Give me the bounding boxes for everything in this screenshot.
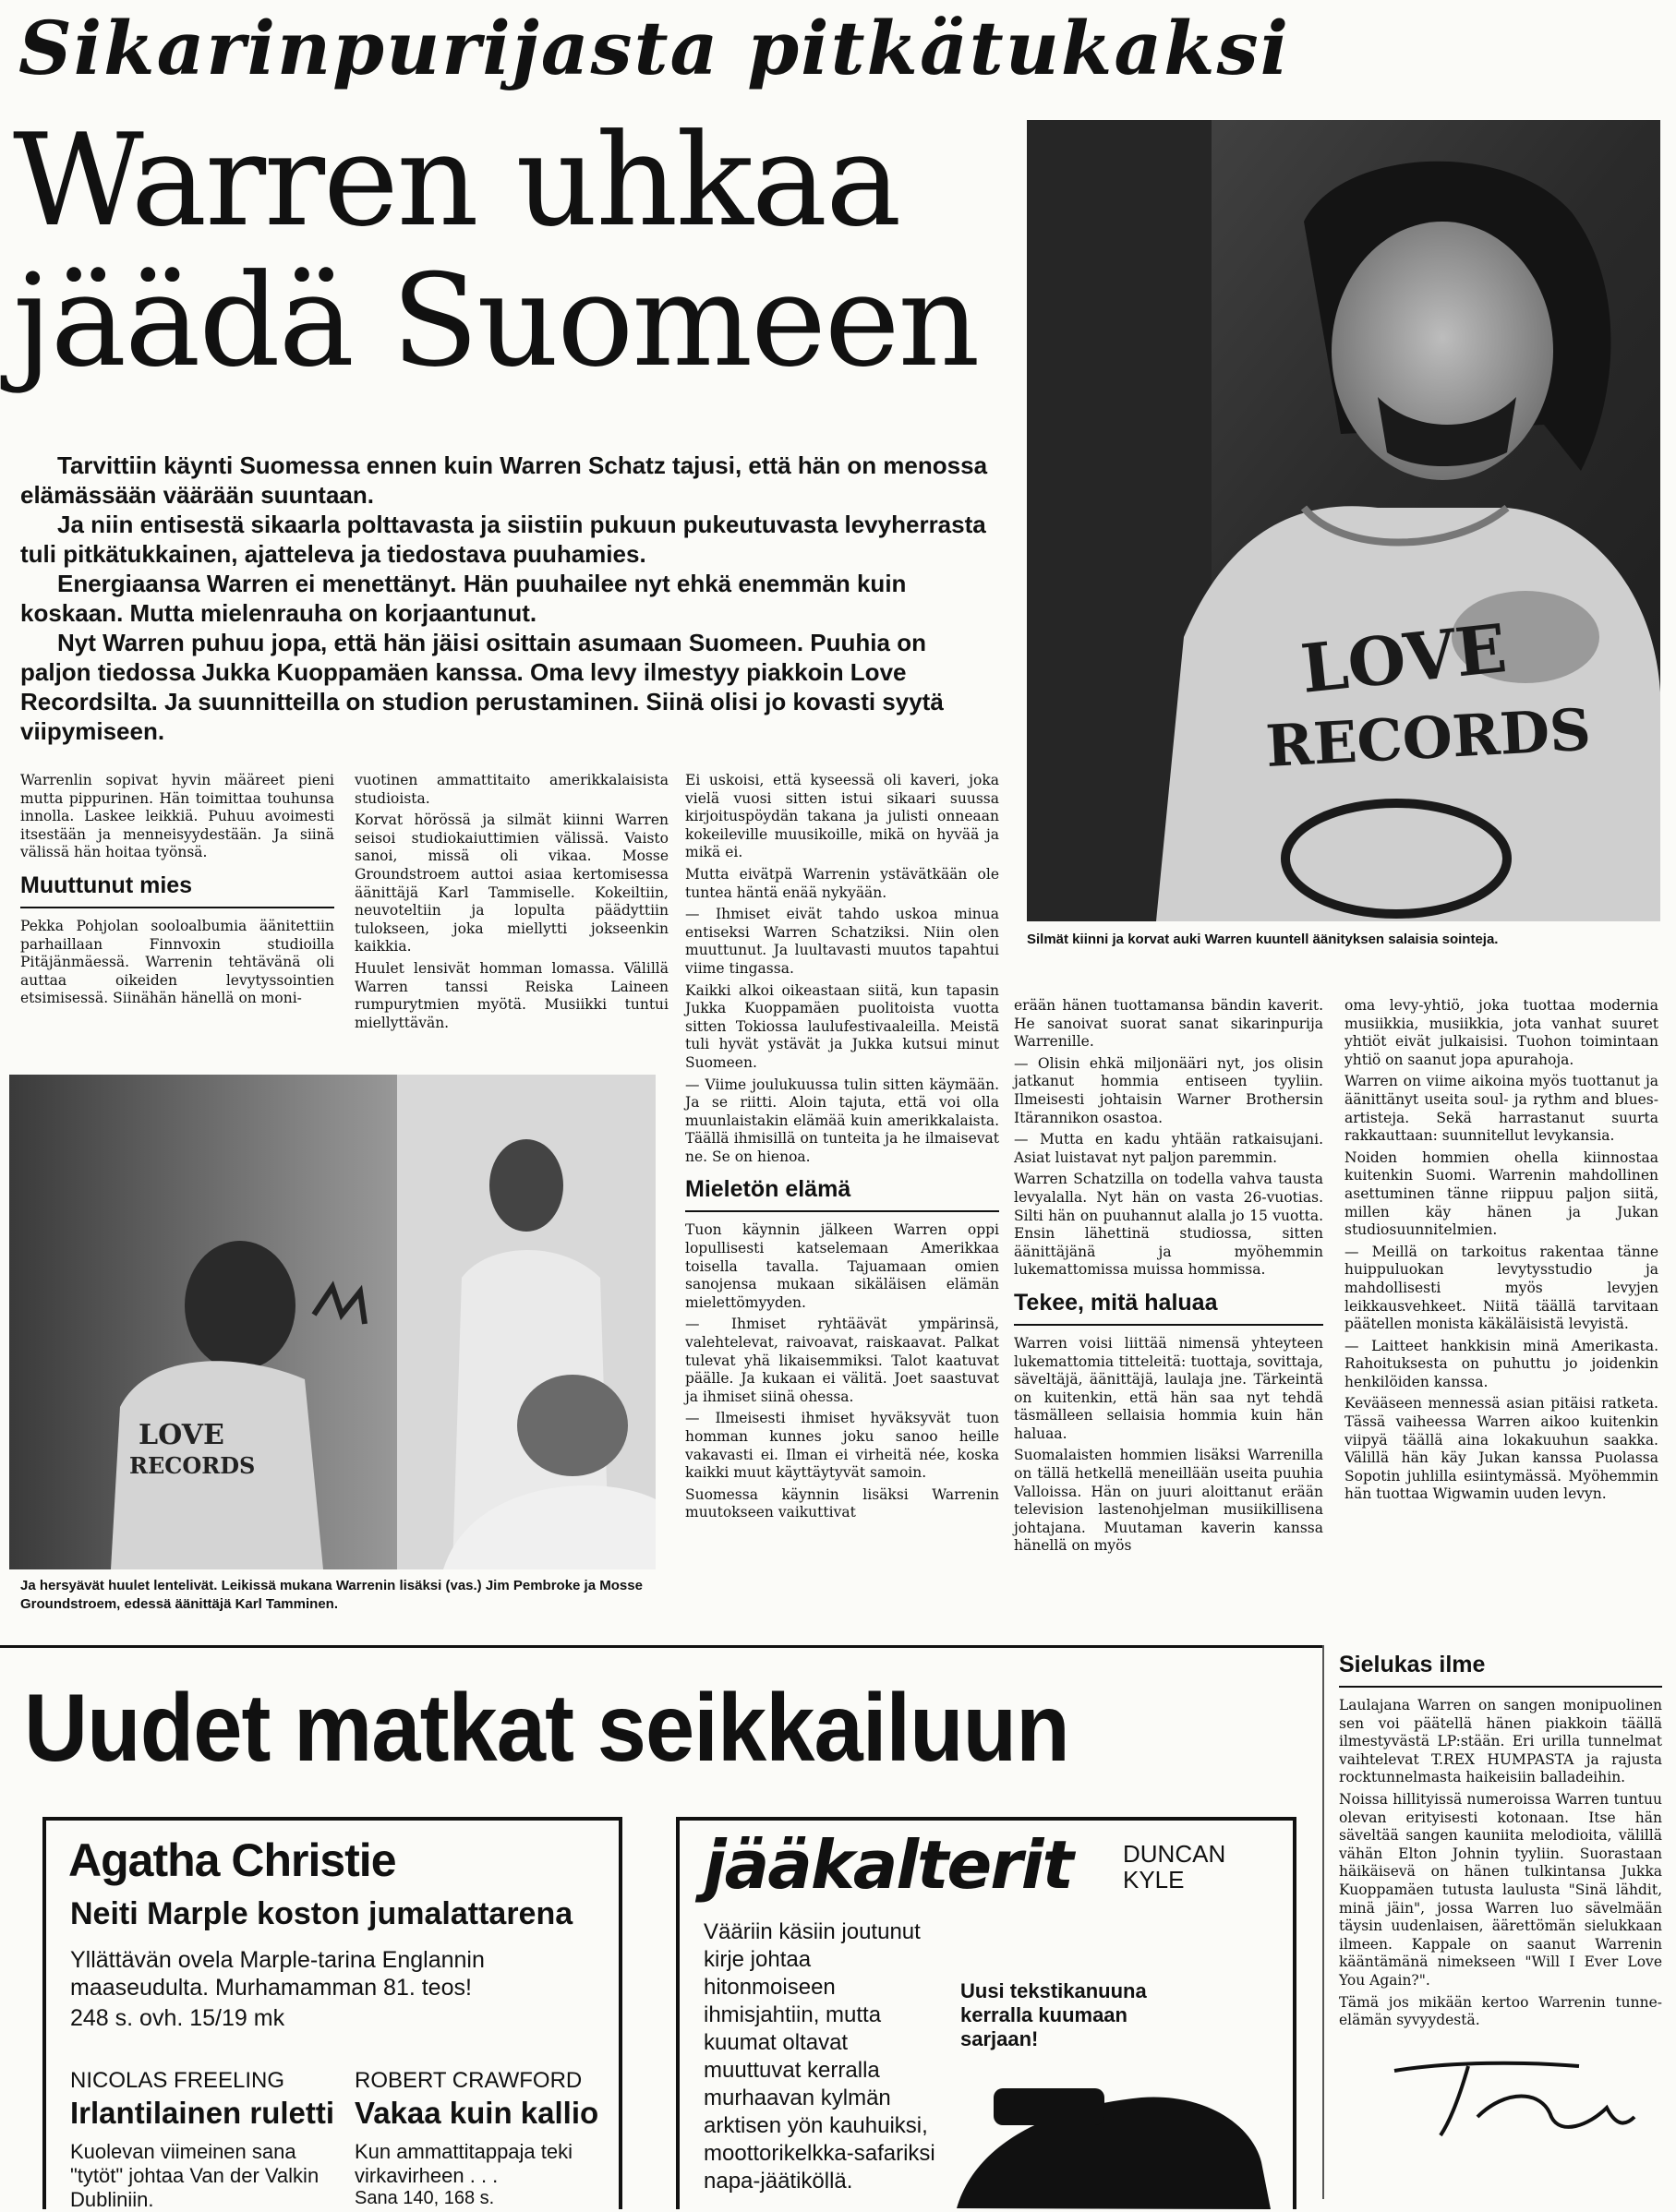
lede-paragraph: Nyt Warren puhuu jopa, että hän jäisi osittain asumaan Suomeen. Puuhia on paljon tiedossa Jukka Kuoppamäen kanssa. Oma levy ilmestyy piakkoin Love Recordsilta. Ja suunnitteilla on studion perustaminen. Siinä olisi jo kovasti syytä viipymiseen. [20,629,944,745]
headline [13,106,1010,395]
ad-sub-book-title: Irlantilainen ruletti [70,2096,335,2130]
paragraph: Noiden hommien ohella kiinnostaa kuitenkin Suomi. Warrenin mahdollinen asettuminen tänne riippuu paljon siitä, millen käy hänen ja Jukan studiosuunnitelmien. [1344,1148,1658,1239]
paragraph: Warren on viime aikoina myös tuottanut ja äänittänyt useita soul- ja rythm and blues-artisteja. Sekä harrastanut suurta rakkauttaan: suunnitellut levykansia. [1344,1073,1658,1145]
subhead: Tekee, mitä haluaa [1014,1283,1323,1326]
lede-paragraph: Tarvittiin käynti Suomessa ennen kuin Warren Schatz tajusi, että hän on menossa elämässään väärään suuntaan. [20,451,988,509]
ad-sub-price: Sana 140, 168 s. [355,2188,495,2208]
studio-photo [9,1075,656,1569]
headline-line-2: jäädä Suomeen [13,246,979,395]
ad-sub-description: Kun ammattitappaja teki virkavirheen . . . [355,2140,573,2187]
kicker: Sikarinpurijasta pitkätukaksi [18,5,1291,91]
paragraph: — Ihmiset ryhtäävät ympärinsä, valehtelevat, raivoavat, raiskaavat. Palkat tulevat yhä likaisemmiksi. Talot kaatuvat päälle. Ja kukaan ei välitä. Joet saastuvat ja ihmiset siinä ohessa. [685,1316,999,1405]
ad-book-title: Neiti Marple koston jumalattarena [70,1896,573,1931]
paragraph: erään hänen tuottamansa bändin kaverit. He sanoivat suorat sanat sikarinpurija Warrenille. [1014,997,1323,1051]
paragraph: — Meillä on tarkoitus rakentaa tänne huippuluokan levytysstudio ja mahdollisesti myös levyjen leikkausvehkeet. Niitä täällä tarvitaan päätellen monista käkäläisistä levyistä. [1344,1243,1658,1333]
paragraph: Suomalaisten hommien lisäksi Warrenilla on tällä hetkellä meneillään useita puuhia Valloissa. Hän on juuri aloittanut erään television lastenohjelman musiikillisena johtajana. Muutaman kaverin kanssa hänellä on myös [1014,1447,1323,1555]
ad-price: 248 s. ovh. 15/19 mk [70,2005,285,2031]
paragraph: Laulajana Warren on sangen monipuolinen sen voi päätellä hänen piakkoin täällä ilmestyvästä LP:stään. Eri urilla tunnelmat vaihtelevat T.REX HUMPASTA ja rajusta rocktunnelmasta haikeisiin balladeihin. [1339,1697,1662,1786]
paragraph: Warren voisi liittää nimensä yhteyteen lukemattomia titteleitä: tuottaja, sovittaja, säveltäjä, äänittäjä, laulaja jne. Tärkeintä on kuitenkin, että hän saa nyt tehdä täsmälleen sellaisia hommia kuin hän haluaa. [1014,1334,1323,1442]
ad-sub-description: Kuolevan viimeinen sana "tytöt" johtaa Van der Valkin Dubliniin. [70,2140,320,2211]
studio-photo-image [9,1075,656,1569]
article-column-1 [20,772,334,1012]
paragraph: Suomessa käynnin lisäksi Warrenin muutokseen vaikuttivat [685,1485,999,1521]
main-photo-shirt-line2: RECORDS [1263,695,1593,780]
sidebar-subhead: Sielukas ilme [1339,1645,1662,1688]
snowmobile-illustration [938,2051,1271,2209]
column-divider [1322,1645,1324,2199]
signature-image [1339,2034,1653,2145]
ad-description: Yllättävän ovela Marple-tarina Englannin maaseudulta. Murhamamman 81. teos! [70,1947,485,2001]
paragraph: Korvat hörössä ja silmät kiinni Warren seisoi studiokaiuttimien välissä. Vaisto sanoi, missä oli vikaa. Mosse Groundstroem auttoi asiaa kertomisessa äänittäjä Karl Tammiselle. Kokeiltiin, neuvoteltiin ja lopulta päädyttiin tulokseen, joka miellytti jokseenkin kaikkia. [355,811,669,956]
article-column-2 [355,772,669,1036]
main-photo [1027,120,1660,921]
article-column-5 [1344,997,1658,1508]
ad2-author [1123,1841,1225,1893]
paragraph: Ei uskoisi, että kyseessä oli kaveri, joka vielä vuosi sitten istui sikaari suussa kirjoituspöydän takana ja julisti onneaan kokeileville muusikoille, mikä on hyvää ja mikä ei. [685,772,999,861]
article-column-3 [685,772,999,1526]
ad-sub-author: NICOLAS FREELING [70,2068,285,2093]
paragraph: — Mutta en kadu yhtään ratkaisujani. Asiat luistavat nyt paljon paremmin. [1014,1131,1323,1166]
ad2-description: Vääriin käsiin joutunut kirje johtaa hitonmoiseen ihmisjahtiin, mutta kuumat oltavat muuttuvat kerralla murhaavan kylmän arktisen yön kauhuiksi, moottorikelkka-safariksi napa-jäätiköllä. [704,1919,935,2194]
main-photo-image [1027,120,1660,921]
paragraph: Warren Schatzilla on todella vahva tausta levyalalla. Nyt hän on vasta 26-vuotias. Silti hän on puuhannut alalla jo 15 vuotta. Ensin lähettinä studiossa, sitten äänittäjänä ja myöhemmin lukemattomissa muissa hommissa. [1014,1171,1323,1279]
lede-paragraph: Energiaansa Warren ei menettänyt. Hän puuhailee nyt ehkä enemmän kuin koskaan. Mutta mielenrauha on korjaantunut. [20,570,907,627]
paragraph: vuotinen ammattitaito amerikkalaisista studioista. [355,772,669,807]
studio-photo-shirt-line1: LOVE [139,1419,224,1451]
ad-title: Uudet matkat seikkailuun [24,1675,1069,1782]
lede-paragraph: Ja niin entisestä sikaarla polttavasta ja siistiin pukuun pukeutuvasta levyherrasta tuli pitkätukkainen, ajatteleva ja tiedostava puuhamies. [20,511,986,568]
ad-box-jaakalterit [676,1817,1296,2209]
paragraph: Kevääseen mennessä asian pitäisi ratketa. Tässä vaiheessa Warren aikoo kuitenkin viipyä täällä aina lokakuuhun saakka. Välillä hän käy Jukan kanssa Puolassa Sopotin juhlilla esiintymässä. Myöhemmin hän tuottaa Wigwamin uuden levyn. [1344,1395,1658,1503]
studio-photo-caption: Ja hersyävät huulet lentelivät. Leikissä mukana Warrenin lisäksi (vas.) Jim Pembroke ja Mosse Groundstroem, edessä äänittäjä Karl Tamminen. [20,1578,643,1612]
paragraph: Huulet lensivät homman lomassa. Välillä Warren tanssi Reiska Laineen rumpurytmien myötä. Musiikki tuntui miellyttävän. [355,959,669,1031]
ad2-badge: Uusi tekstikanuuna kerralla kuumaan sarjaan! [957,1976,1186,2055]
paragraph: Warrenlin sopivat hyvin määreet pieni mutta pippurinen. Hän toimittaa touhunsa innolla. Laskee leikkiä. Puhuu avoimesti itsestään ja menneisyydestään. Ja siinä välissä hän hoitaa työnsä. [20,772,334,861]
article-column-4 [1014,997,1323,1559]
paragraph: Tämä jos mikään kertoo Warrenin tunne-elämän syvyydestä. [1339,1993,1662,2029]
ad-sub-book-title: Vakaa kuin kallio [355,2096,599,2130]
paragraph: Kaikki alkoi oikeastaan siitä, kun tapasin Jukka Kuoppamäen puolitoista vuotta sitten Tokiossa laulufestivaaleilla. Meistä tuli hyvät ystävät ja Jukka kutsui minut Suomeen. [685,981,999,1071]
ad-author: Agatha Christie [68,1834,396,1886]
ad2-title: jääkalterit [704,1826,1072,1904]
paragraph: — Olisin ehkä miljonääri nyt, jos olisin jatkanut hommia entiseen tyyliin. Ilmeisesti johtaisin Warner Brothersin Itärannikon osastoa. [1014,1054,1323,1126]
headline-line-1: Warren uhkaa [13,106,900,255]
paragraph: Mutta eivätpä Warrenin ystävätkään ole tuntea häntä enää nykyään. [685,865,999,901]
paragraph: — Ihmiset eivät tahdo uskoa minua entiseksi Warren Schatziksi. Niin olen muuttunut. Ja luultavasti muutos tapahtui viime tingassa. [685,906,999,977]
paragraph: — Viime joulukuussa tulin sitten käymään. Ja se riitti. Aloin tajuta, että voi olla muunlaistakin elämää kuin amerikkalaista. Täällä ihmisillä on tunteita ja he ilmaisevat ne. Se on hienoa. [685,1076,999,1165]
subhead: Muuttunut mies [20,866,334,908]
section-divider [0,1645,1324,1648]
main-photo-caption: Silmät kiinni ja korvat auki Warren kuuntell äänityksen salaisia sointeja. [1027,932,1499,947]
paragraph: — Ilmeisesti ihmiset hyväksyvät tuon homman kunnes joku sanoo heille vakavasti ei. Ilman ei virheitä née, koska kaikki muut käyttäytyvät samoin. [685,1410,999,1482]
subhead: Mieletön elämä [685,1170,999,1212]
sidebar [1339,1645,1662,2149]
paragraph: — Laitteet hankkisin minä Amerikasta. Rahoituksesta on puhuttu jo joidenkin henkilöiden kanssa. [1344,1337,1658,1390]
ad-box-agatha-christie [42,1817,622,2209]
main-photo-shirt-line1: LOVE [1296,608,1511,708]
ad2-author-line: KYLE [1123,1866,1185,1893]
lede [20,451,997,746]
paragraph: Pekka Pohjolan sooloalbumia äänitettiin parhaillaan Finnvoxin studioilla Pitäjänmäessä. Warrenin tehtävänä oli auttaa oikeiden levytyssointien etsimisessä. Siinähän hänellä on moni- [20,917,334,1007]
ad-sub-author: ROBERT CRAWFORD [355,2068,583,2093]
paragraph: Tuon käynnin jälkeen Warren oppi lopullisesti katselemaan Amerikkaa toisella tavalla. Tajuamaan omien sanojensa mukaan sikäläisen elämän mielettömyyden. [685,1221,999,1311]
studio-photo-shirt-line2: RECORDS [129,1452,256,1479]
ad2-author-line: DUNCAN [1123,1840,1226,1868]
paragraph: oma levy-yhtiö, joka tuottaa modernia musiikkia, musiikkia, jota vanhat suuret yhtiöt eivät julkaisisi. Tuohon toimintaan yhtiö on saanut jopa apurahoja. [1344,997,1658,1068]
paragraph: Noissa hillityissä numeroissa Warren tuntuu olevan erityisesti kotonaan. Itse hän säveltää sangen kauniita melodioita, välillä vähän Elton Johnin tyyliin. Suorastaan häikäisevä on hänen tulkintansa Jukka Kuoppamäen tutusta laulusta "Sinä lähdit, minä jäin", jossa Warren luo sävelmään täysin uudenlaisen, äärettömän sielukkaan ilmeen. Kappale on saanut Warrenin kääntämänä nimekseen "Will I Ever Love You Again?". [1339,1790,1662,1989]
